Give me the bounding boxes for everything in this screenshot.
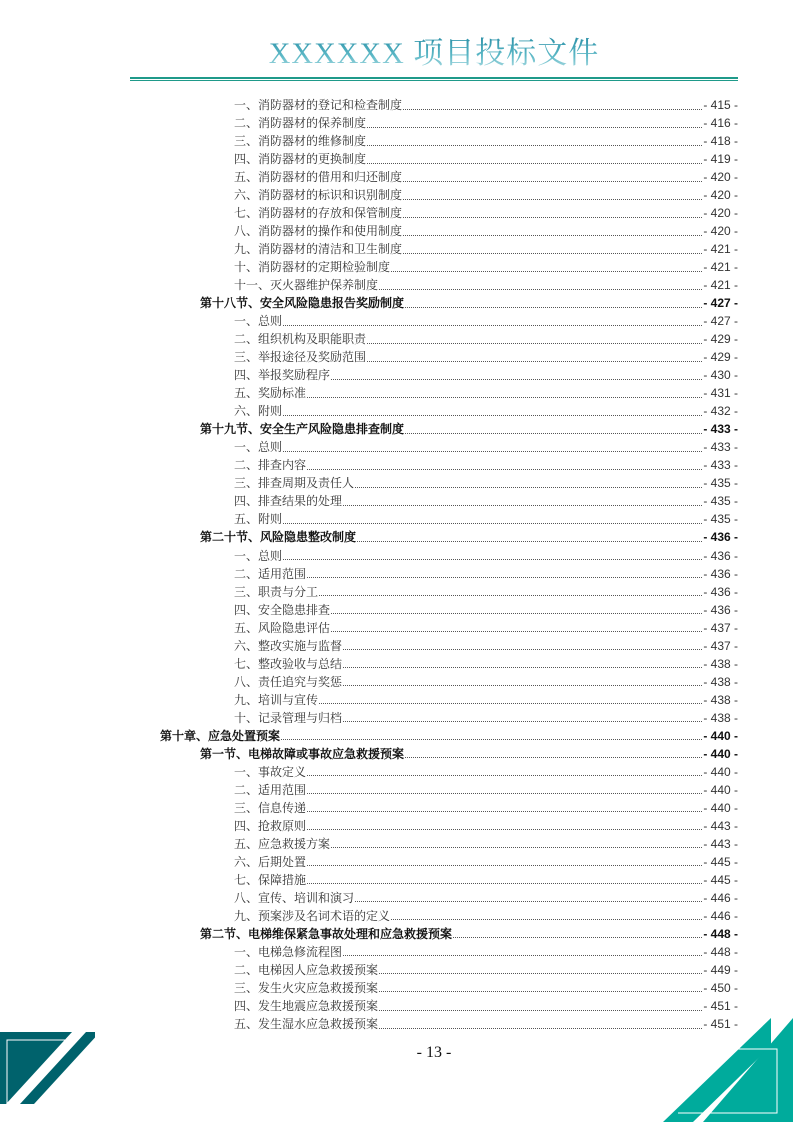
- toc-entry-page: - 420 -: [703, 224, 738, 239]
- toc-entry-page: - 433 -: [703, 422, 738, 437]
- toc-entry-page: - 432 -: [703, 404, 738, 419]
- dot-leader: [307, 775, 702, 776]
- toc-entry-title: 五、发生湿水应急救援预案: [234, 1017, 379, 1032]
- toc-item-entry[interactable]: [234, 402, 738, 420]
- dot-leader: [405, 433, 702, 434]
- dot-leader: [343, 649, 702, 650]
- toc-entry-title: 三、发生火灾应急救援预案: [234, 980, 379, 995]
- toc-entry-page: - 443 -: [703, 818, 738, 833]
- toc-entry-page: - 415 -: [703, 98, 738, 112]
- toc-item-entry[interactable]: [234, 961, 738, 979]
- toc-item-entry[interactable]: [234, 114, 738, 132]
- toc-entry-title: 一、总则: [234, 548, 283, 563]
- toc-entry-page: - 450 -: [703, 980, 738, 995]
- dot-leader: [343, 721, 702, 722]
- toc-entry-page: - 431 -: [703, 386, 738, 401]
- toc-entry-page: - 448 -: [703, 944, 738, 959]
- toc-item-entry[interactable]: [234, 709, 738, 727]
- dot-leader: [343, 505, 702, 506]
- dot-leader: [367, 361, 702, 362]
- toc-entry-title: 九、培训与宣传: [234, 692, 319, 707]
- toc-entry-title: 六、整改实施与监督: [234, 638, 343, 653]
- toc-item-entry[interactable]: [234, 799, 738, 817]
- dot-leader: [283, 559, 702, 560]
- document-title: XXXXXX 项目投标文件: [0, 36, 793, 72]
- toc-entry-title: 九、消防器材的清洁和卫生制度: [234, 242, 403, 257]
- dot-leader: [331, 847, 702, 848]
- toc-item-entry[interactable]: [234, 438, 738, 456]
- dot-leader: [307, 883, 702, 884]
- toc-item-entry[interactable]: [234, 673, 738, 691]
- toc-entry-page: - 436 -: [703, 566, 738, 581]
- toc-entry-title: 四、发生地震应急救援预案: [234, 999, 379, 1013]
- toc-item-entry[interactable]: [234, 150, 738, 168]
- dot-leader: [319, 703, 702, 704]
- toc-entry-page: - 436 -: [703, 584, 738, 599]
- toc-entry-title: 第十章、应急处置预案: [160, 728, 281, 743]
- toc-entry-title: 五、消防器材的借用和归还制度: [234, 170, 403, 185]
- dot-leader: [283, 451, 702, 452]
- dot-leader: [357, 541, 702, 542]
- toc-item-entry[interactable]: [234, 132, 738, 150]
- toc-entry-title: 五、应急救援方案: [234, 836, 331, 851]
- dot-leader: [283, 415, 702, 416]
- toc-item-entry[interactable]: [234, 655, 738, 673]
- toc-entry-title: 五、附则: [234, 512, 283, 527]
- toc-item-entry[interactable]: [234, 619, 738, 637]
- toc-entry-title: 三、信息传递: [234, 800, 307, 815]
- dot-leader: [319, 595, 702, 596]
- toc-item-entry[interactable]: [234, 943, 738, 961]
- toc-entry-title: 一、事故定义: [234, 764, 307, 779]
- toc-item-entry[interactable]: [234, 907, 738, 925]
- toc-entry-page: - 427 -: [703, 296, 738, 311]
- toc-entry-page: - 416 -: [703, 116, 738, 131]
- toc-entry-page: - 436 -: [703, 530, 738, 545]
- dot-leader: [367, 343, 702, 344]
- toc-item-entry[interactable]: [234, 258, 738, 276]
- toc-entry-page: - 433 -: [703, 458, 738, 473]
- dot-leader: [307, 577, 702, 578]
- dot-leader: [405, 757, 702, 758]
- toc-entry-title: 一、总则: [234, 314, 283, 329]
- toc-entry-title: 七、消防器材的存放和保管制度: [234, 206, 403, 221]
- toc-item-entry[interactable]: [234, 492, 738, 510]
- dot-leader: [379, 1010, 702, 1011]
- toc-item-entry[interactable]: [234, 781, 738, 799]
- toc-entry-title: 八、消防器材的操作和使用制度: [234, 224, 403, 239]
- toc-item-entry[interactable]: [234, 871, 738, 889]
- toc-item-entry[interactable]: [234, 366, 738, 384]
- toc-entry-page: - 437 -: [703, 638, 738, 653]
- toc-item-entry[interactable]: [234, 763, 738, 781]
- toc-entry-page: - 446 -: [703, 908, 738, 923]
- dot-leader: [403, 109, 702, 110]
- dot-leader: [403, 235, 702, 236]
- toc-item-entry[interactable]: [234, 456, 738, 474]
- toc-entry-page: - 420 -: [703, 170, 738, 185]
- toc-entry-page: - 440 -: [703, 746, 738, 761]
- toc-item-entry[interactable]: [234, 583, 738, 601]
- dot-leader: [307, 397, 702, 398]
- toc-entry-page: - 438 -: [703, 692, 738, 707]
- toc-item-entry[interactable]: [234, 979, 738, 997]
- toc-item-entry[interactable]: [234, 853, 738, 871]
- toc-item-entry[interactable]: [234, 330, 738, 348]
- toc-entry-title: 十、消防器材的定期检验制度: [234, 260, 391, 275]
- dot-leader: [379, 289, 702, 290]
- dot-leader: [283, 325, 702, 326]
- toc-item-entry[interactable]: [234, 997, 738, 1015]
- dot-leader: [307, 865, 702, 866]
- toc-item-entry[interactable]: [234, 384, 738, 402]
- toc-entry-title: 四、抢救原则: [234, 818, 307, 833]
- dot-leader: [307, 829, 702, 830]
- toc-item-entry[interactable]: [234, 601, 738, 619]
- toc-entry-page: - 449 -: [703, 962, 738, 977]
- dot-leader: [379, 1028, 702, 1029]
- toc-entry-title: 二、适用范围: [234, 782, 307, 797]
- toc-entry-title: 二、适用范围: [234, 566, 307, 581]
- toc-entry-page: - 438 -: [703, 656, 738, 671]
- toc-entry-title: 六、后期处置: [234, 854, 307, 869]
- page-number: - 13 -: [416, 1044, 452, 1061]
- toc-entry-page: - 435 -: [703, 494, 738, 509]
- toc-entry-page: - 421 -: [703, 260, 738, 275]
- toc-entry-title: 四、排查结果的处理: [234, 494, 343, 509]
- dot-leader: [367, 145, 702, 146]
- dot-leader: [307, 811, 702, 812]
- dot-leader: [343, 685, 702, 686]
- toc-entry-title: 四、消防器材的更换制度: [234, 152, 367, 167]
- dot-leader: [281, 739, 702, 740]
- toc-entry-title: 七、保障措施: [234, 872, 307, 887]
- toc-entry-title: 三、排查周期及责任人: [234, 476, 355, 491]
- dot-leader: [331, 613, 702, 614]
- dot-leader: [391, 919, 702, 920]
- toc-entry-page: - 427 -: [703, 314, 738, 329]
- toc-entry-page: - 445 -: [703, 854, 738, 869]
- toc-section-entry[interactable]: [200, 420, 738, 438]
- toc-item-entry[interactable]: [234, 889, 738, 907]
- toc-entry-page: - 418 -: [703, 134, 738, 149]
- dot-leader: [403, 199, 702, 200]
- dot-leader: [379, 973, 702, 974]
- toc-entry-page: - 438 -: [703, 674, 738, 689]
- toc-entry-page: - 435 -: [703, 476, 738, 491]
- toc-entry-title: 二、消防器材的保养制度: [234, 116, 367, 131]
- toc-entry-page: - 421 -: [703, 242, 738, 257]
- toc-section-entry[interactable]: [200, 528, 738, 546]
- toc-item-entry[interactable]: [234, 348, 738, 366]
- toc-item-entry[interactable]: [234, 691, 738, 709]
- toc-entry-title: 第二节、电梯维保紧急事故处理和应急救援预案: [200, 926, 453, 941]
- toc-entry-title: 九、预案涉及名词术语的定义: [234, 908, 391, 923]
- toc-entry-title: 三、职责与分工: [234, 584, 319, 599]
- toc-entry-page: - 436 -: [703, 548, 738, 563]
- toc-entry-page: - 445 -: [703, 872, 738, 887]
- toc-item-entry[interactable]: [234, 817, 738, 835]
- toc-item-entry[interactable]: [234, 474, 738, 492]
- dot-leader: [403, 253, 702, 254]
- toc-section-entry[interactable]: [200, 745, 738, 763]
- toc-section-entry[interactable]: [200, 925, 738, 943]
- toc-entry-title: 六、附则: [234, 404, 283, 419]
- toc-entry-title: 四、举报奖励程序: [234, 368, 331, 383]
- header-divider: [130, 77, 738, 81]
- toc-entry-title: 第二十节、风险隐患整改制度: [200, 530, 357, 545]
- dot-leader: [331, 379, 702, 380]
- toc-entry-title: 第十八节、安全风险隐患报告奖励制度: [200, 296, 405, 311]
- toc-item-entry[interactable]: [234, 547, 738, 565]
- dot-leader: [343, 955, 702, 956]
- dot-leader: [367, 163, 702, 164]
- toc-entry-title: 五、奖励标准: [234, 386, 307, 401]
- toc-entry-page: - 436 -: [703, 602, 738, 617]
- toc-entry-page: - 435 -: [703, 512, 738, 527]
- toc-item-entry[interactable]: [234, 222, 738, 240]
- corner-decoration-left-icon: [0, 1032, 95, 1104]
- toc-entry-page: - 429 -: [703, 350, 738, 365]
- toc-item-entry[interactable]: [234, 510, 738, 528]
- toc-entry-title: 第十九节、安全生产风险隐患排查制度: [200, 422, 405, 437]
- toc-entry-page: - 420 -: [703, 206, 738, 221]
- dot-leader: [307, 469, 702, 470]
- toc-entry-page: - 419 -: [703, 152, 738, 167]
- dot-leader: [391, 271, 702, 272]
- toc-entry-title: 三、举报途径及奖励范围: [234, 350, 367, 365]
- toc-entry-title: 二、组织机构及职能职责: [234, 332, 367, 347]
- toc-section-entry[interactable]: [200, 294, 738, 312]
- toc-item-entry[interactable]: [234, 565, 738, 583]
- toc-chapter-entry[interactable]: [160, 727, 738, 745]
- toc-entry-page: - 440 -: [703, 764, 738, 779]
- toc-entry-title: 四、安全隐患排查: [234, 602, 331, 617]
- toc-item-entry[interactable]: [234, 240, 738, 258]
- dot-leader: [307, 793, 702, 794]
- toc-item-entry[interactable]: [234, 276, 738, 294]
- toc-entry-title: 五、风险隐患评估: [234, 620, 331, 635]
- toc-item-entry[interactable]: [234, 637, 738, 655]
- dot-leader: [379, 991, 702, 992]
- dot-leader: [453, 937, 702, 938]
- toc-entry-title: 十、记录管理与归档: [234, 710, 343, 725]
- dot-leader: [331, 631, 702, 632]
- toc-entry-title: 八、责任追究与奖惩: [234, 674, 343, 689]
- toc-entry-title: 七、整改验收与总结: [234, 656, 343, 671]
- toc-entry-page: - 440 -: [703, 782, 738, 797]
- toc-entry-title: 一、消防器材的登记和检查制度: [234, 98, 403, 112]
- dot-leader: [355, 901, 702, 902]
- dot-leader: [405, 307, 702, 308]
- toc-entry-page: - 421 -: [703, 278, 738, 293]
- toc-entry-page: - 430 -: [703, 368, 738, 383]
- dot-leader: [355, 487, 702, 488]
- dot-leader: [283, 523, 702, 524]
- toc-item-entry[interactable]: [234, 312, 738, 330]
- toc-item-entry[interactable]: [234, 96, 738, 114]
- toc-entry-title: 一、电梯急修流程图: [234, 944, 343, 959]
- dot-leader: [403, 217, 702, 218]
- toc-item-entry[interactable]: [234, 186, 738, 204]
- dot-leader: [367, 127, 702, 128]
- toc-entry-page: - 437 -: [703, 620, 738, 635]
- toc-entry-page: - 440 -: [703, 800, 738, 815]
- toc-entry-page: - 446 -: [703, 890, 738, 905]
- toc-item-entry[interactable]: [234, 835, 738, 853]
- toc-entry-page: - 443 -: [703, 836, 738, 851]
- dot-leader: [343, 667, 702, 668]
- corner-decoration-right-icon: [663, 1018, 793, 1122]
- toc-entry-title: 二、排查内容: [234, 458, 307, 473]
- toc-entry-page: - 451 -: [703, 999, 738, 1013]
- toc-entry-page: - 438 -: [703, 710, 738, 725]
- toc-entry-title: 二、电梯因人应急救援预案: [234, 962, 379, 977]
- toc-entry-title: 三、消防器材的维修制度: [234, 134, 367, 149]
- toc-entry-page: - 440 -: [703, 728, 738, 743]
- toc-entry-page: - 420 -: [703, 188, 738, 203]
- toc-item-entry[interactable]: [234, 168, 738, 186]
- toc-entry-title: 第一节、电梯故障或事故应急救援预案: [200, 746, 405, 761]
- toc-item-entry[interactable]: [234, 204, 738, 222]
- toc-entry-page: - 448 -: [703, 926, 738, 941]
- toc-entry-page: - 451 -: [703, 1017, 738, 1032]
- toc-entry-page: - 429 -: [703, 332, 738, 347]
- toc-entry-title: 八、宣传、培训和演习: [234, 890, 355, 905]
- toc-entry-title: 六、消防器材的标识和识别制度: [234, 188, 403, 203]
- toc-entry-page: - 433 -: [703, 440, 738, 455]
- dot-leader: [403, 181, 702, 182]
- toc-entry-title: 一、总则: [234, 440, 283, 455]
- toc-entry-title: 十一、灭火器维护保养制度: [234, 278, 379, 293]
